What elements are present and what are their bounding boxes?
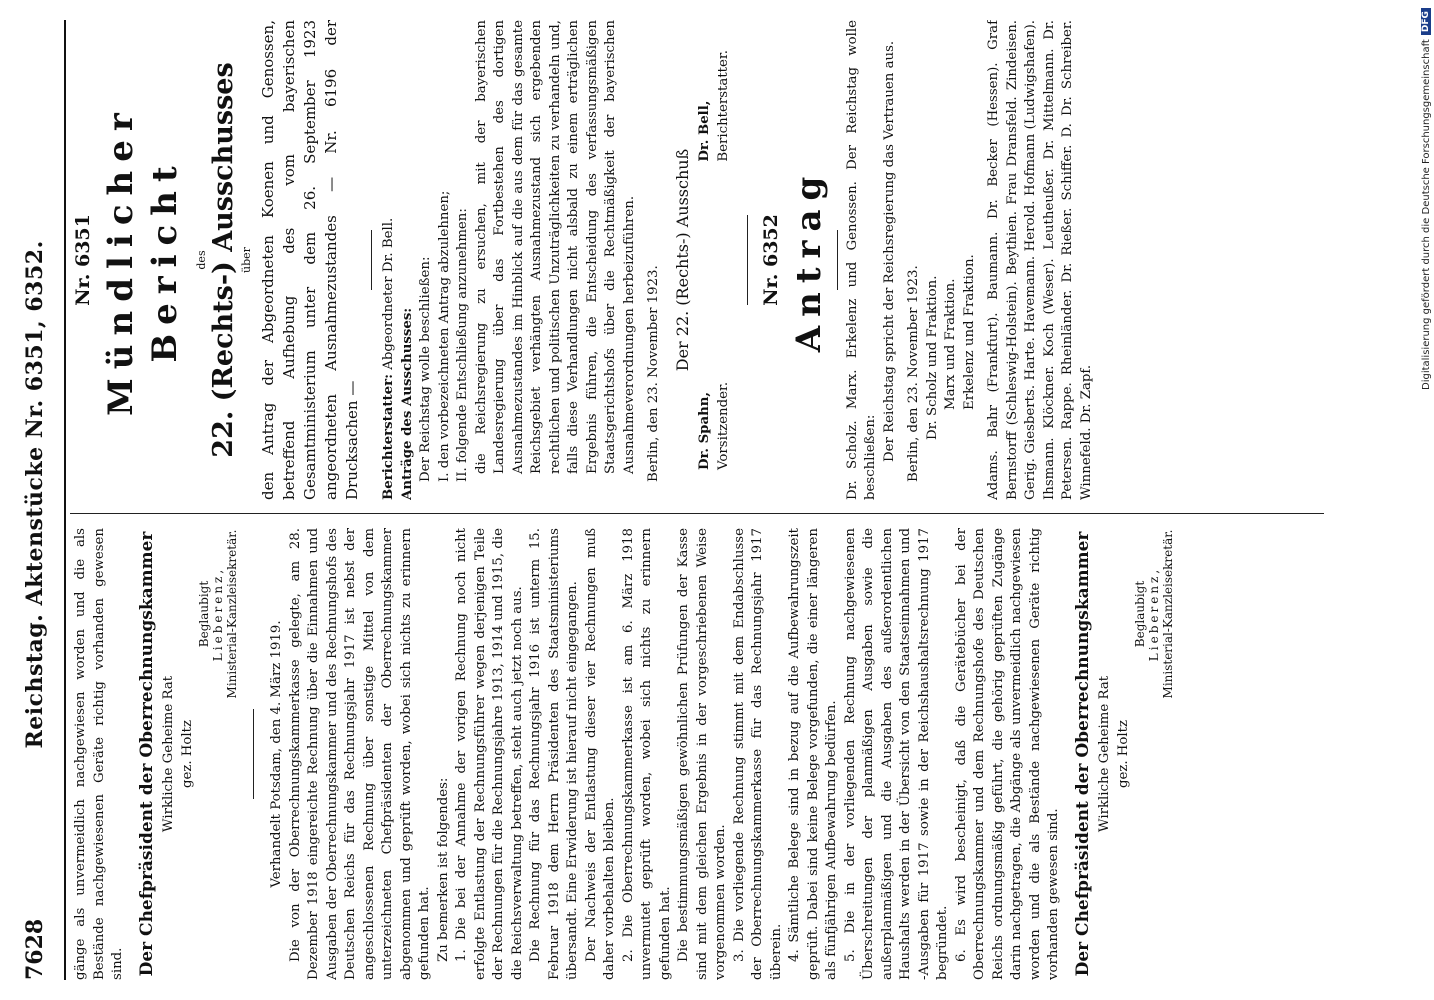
digitization-note xyxy=(1418,0,1434,1000)
motion-item: II. folgende Entschließung anzunehmen: xyxy=(455,208,470,482)
motions-heading: Anträge des Ausschusses: xyxy=(399,307,415,500)
paragraph: 5. Die in der vorliegenden Rechnung nachgewiesenen Überschreitungen der planmäßigen Ausgaben sowie die außerplanmäßigen und die Ausgaben des außerordentlichen Haushalts werden in der Übersicht von den Staatseinnahmen und -Ausgaben für 1917 sowie in der Reichshaushaltsrechnung 1917 begründet. xyxy=(842,528,950,980)
certification-title: Ministerial-Kanzleisekretär. xyxy=(1161,529,1175,699)
rapporteur: Abgeordneter Dr. Bell. xyxy=(381,217,396,370)
signatory: Dr. Scholz und Fraktion. xyxy=(924,275,940,440)
paragraph: Der Nachweis der Entlastung dieser vier Rechnungen muß daher vorbehalten bleiben. xyxy=(583,528,617,980)
signature-role: Wirkliche Geheime Rat xyxy=(161,675,176,833)
motion-title: Antrag xyxy=(788,167,829,353)
rapporteur-name: Dr. Bell, xyxy=(697,100,712,162)
rapporteur-role: Berichterstatter. xyxy=(715,50,731,162)
signature-title: Der Chefpräsident der Oberrechnungskammer xyxy=(1072,531,1093,977)
right-column xyxy=(72,20,1324,500)
paragraph: 1. Die bei der Annahme der vorigen Rechnung noch nicht erfolgte Entlastung der Rechnungsführer wegen derjenigen Teile der Rechnungen für die Rechnungsjahre 1913, 1914 und 1915, die die Reichsverwaltung betreffen, steht auch jetzt noch aus. xyxy=(454,528,525,980)
signatory: Erkelenz und Fraktion. xyxy=(961,254,977,410)
signature-name: gez. Holtz xyxy=(1115,719,1131,789)
left-column xyxy=(72,528,1324,980)
paragraph: 2. Die Oberrechnungskammerkasse ist am 6. März 1918 unvermutet geprüft worden, wobei sich nichts zu erinnern gefunden hat. xyxy=(620,528,673,980)
dfg-logo: DFG xyxy=(1421,8,1431,35)
document-number: Nr. 6352 xyxy=(760,214,782,306)
subject-paragraph: den Antrag der Abgeordneten Koenen und Genossen, betreffend Aufhebung des vom bayerischen Gesamtministerium unter dem 26. September 1923 angeordneten Ausnahmezustandes — Nr. 6196 der Drucksachen — xyxy=(259,20,361,500)
chair-name: Dr. Spahn, xyxy=(697,391,712,470)
dateline: Berlin, den 23. November 1923. xyxy=(906,265,921,482)
ueber-label: über xyxy=(239,247,253,273)
page-number: 7628 xyxy=(22,918,48,980)
dateline: Verhandelt Potsdam, den 4. März 1919. xyxy=(269,620,284,888)
paragraph: Zu bemerken ist folgendes: xyxy=(435,777,451,962)
certification-label: Beglaubigt xyxy=(197,580,211,648)
digitization-text: Digitalisierung gefördert durch die Deutsche Forschungsgemeinschaft xyxy=(1420,39,1432,390)
dateline: Berlin, den 23. November 1923. xyxy=(646,265,661,482)
resolution-text: die Reichsregierung zu ersuchen, mit der bayerischen Landesregierung über das Fortbestehen des dortigen Ausnahmezustandes im Hinblick auf die aus dem für das gesamte Reichsgebiet verhängten Ausnahmezustand sich ergebenden rechtlichen und politischen Unzuträglichkeiten zu verhandeln und, falls diese Verhandlungen nicht alsbald zu einem erträglichen Ergebnis führen, die Entscheidung des verfassungsmäßigen Staatsgerichtshofs über die Rechtmäßigkeit der bayerischen Ausnahmeverordnungen herbeizuführen. xyxy=(473,20,637,474)
signature-role: Wirkliche Geheime Rat xyxy=(1097,675,1112,833)
certification-label: Beglaubigt xyxy=(1133,580,1147,648)
paragraph: Der Reichstag wolle beschließen: xyxy=(418,256,433,482)
separator-rule xyxy=(253,709,254,799)
separator-rule xyxy=(371,230,372,290)
separator-rule xyxy=(747,215,748,305)
movers-paragraph: Dr. Scholz. Marx. Erkelenz und Genossen. Der Reichstag wolle beschließen: xyxy=(844,20,878,500)
paragraph: Die von der Oberrechnungskammerkasse gelegte, am 28. Dezember 1918 eingereichte Rechnung über die Einnahmen und Ausgaben der Oberrechnungskammer und des Rechnungshofs des Deutschen Reichs für das Rechnungsjahr 1917 ist nebst der angeschlossenen Rechnung über sonstige Mittel von dem unterzeichneten Chefpräsidenten der Oberrechnungskammer abgenommen und geprüft worden, wobei sich nichts zu erinnern gefunden hat. xyxy=(287,528,432,980)
paragraph: 6. Es wird bescheinigt, daß die Gerätebücher bei der Oberrechnungskammer und dem Rechnungshofe des Deutschen Reichs ordnungsmäßig geführt, die gehörig geprüften Zugänge darin nachgetragen, die Abgänge als unvermeidlich nachgewiesen worden und die als Bestände nachgewiesenen Geräte richtig vorhanden gewesen sind. xyxy=(953,528,1061,980)
opening-paragraph: gänge als unvermeidlich nachgewiesen worden und die als Bestände nachgewiesenen Geräte richtig vorhanden gewesen sind. xyxy=(73,528,125,980)
separator-rule xyxy=(837,230,838,290)
chair-role: Vorsitzender. xyxy=(715,381,731,470)
certification-name: Lieberenz, xyxy=(1147,566,1161,662)
signatory-names: Adams. Bahr (Frankfurt). Baumann. Dr. Becker (Hessen). Graf Bernstorff (Schleswig-Holstein). Beythien. Frau Dransfeld. Zindeisen. Gerig. Giesberts. Harte. Havemann. Herold. Hofmann (Ludwigshafen). Ihsmann. Klöckner. Koch (Weser). Leutheußer. Dr. Mittelmann. Dr. Petersen. Rappe. Rheinländer. Dr. Rießer. Schiffer. D. Dr. Schreiber. Winnefeld. Dr. Zapf. xyxy=(986,20,1094,500)
signature-name: gez. Holtz xyxy=(179,719,195,789)
report-title: Mündlicher Bericht xyxy=(100,104,185,416)
committee-signature: Der 22. (Rechts-) Ausschuß xyxy=(672,148,692,372)
committee-title: 22. (Rechts-) Ausschusses xyxy=(208,62,239,458)
paragraph: Die Rechnung für das Rechnungsjahr 1916 ist unterm 15. Februar 1918 dem Herrn Präsidenten des Staatsministeriums übersandt. Eine Erwiderung ist hierauf nicht eingegangen. xyxy=(528,528,580,980)
des-label: des xyxy=(194,250,208,270)
rapporteur-label: Berichterstatter: xyxy=(381,373,396,500)
signatory: Marx und Fraktion. xyxy=(943,278,958,410)
certification-name: Lieberenz, xyxy=(211,566,225,662)
paragraph: Die bestimmungsmäßigen gewöhnlichen Prüfungen der Kasse sind mit dem gleichen Ergebnis in der vorgeschriebenen Weise vorgenommen worden. xyxy=(676,528,728,980)
running-head-title: Reichstag. Aktenstücke Nr. 6351, 6352. xyxy=(22,240,48,749)
paragraph: 3. Die vorliegende Rechnung stimmt mit dem Endabschlusse der Oberrechnungskammerkasse für das Rechnungsjahr 1917 überein. xyxy=(731,528,784,980)
running-head xyxy=(6,20,66,980)
certification-title: Ministerial-Kanzleisekretär. xyxy=(225,529,239,699)
motion-item: I. den vorbezeichneten Antrag abzulehnen; xyxy=(436,190,452,482)
document-number: Nr. 6351 xyxy=(72,214,94,306)
paragraph: 4. Sämtliche Belege sind in bezug auf die Aufbewahrungszeit geprüft. Dabei sind keine Belege vorgefunden, die einer längeren als fünfjährigen Aufbewahrung bedürfen. xyxy=(787,528,839,980)
signature-title: Der Chefpräsident der Oberrechnungskammer xyxy=(136,531,157,977)
resolution-text: Der Reichstag spricht der Reichsregierung das Vertrauen aus. xyxy=(881,40,897,462)
column-divider xyxy=(70,513,1324,514)
